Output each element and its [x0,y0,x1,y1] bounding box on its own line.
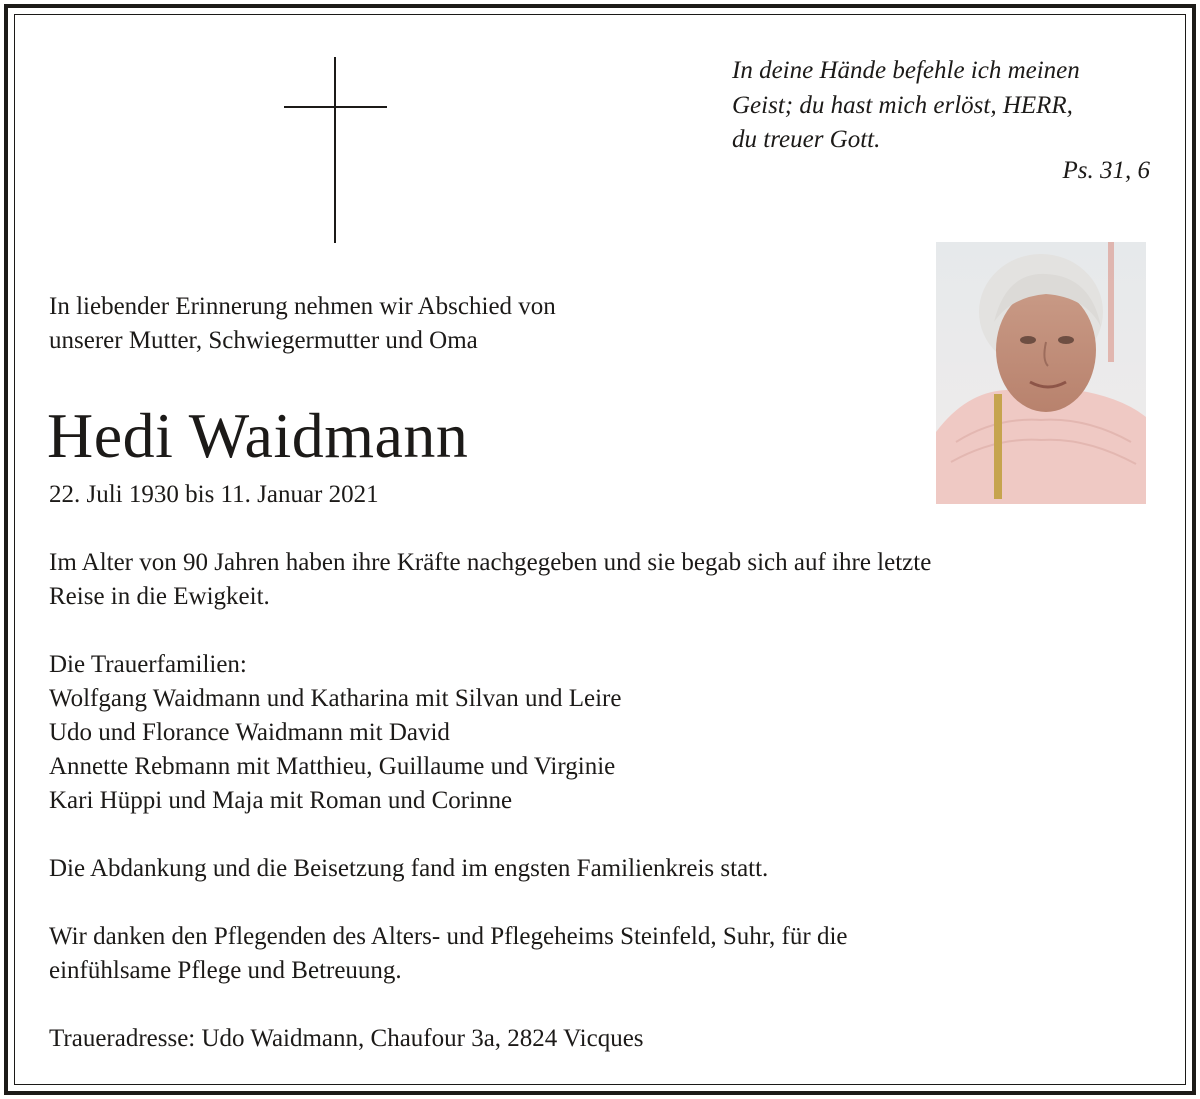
bible-verse [732,54,1162,158]
cross-vertical-bar [334,57,336,243]
portrait-photo [936,242,1146,504]
family-member: Kari Hüppi und Maja mit Roman und Corinne [49,787,513,814]
cross-horizontal-bar [284,106,387,108]
verse-line: Geist; du hast mich erlöst, HERR, [732,91,1073,119]
mourning-address: Traueradresse: Udo Waidmann, Chaufour 3a, 2824 Vicques [49,1025,644,1052]
deceased-name: Hedi Waidmann [47,400,469,471]
thanks-line: Wir danken den Pflegenden des Alters- und Pflegeheims Steinfeld, Suhr, für die [49,923,848,950]
verse-line: In deine Hände befehle ich meinen [732,57,1080,84]
intro-line: In liebender Erinnerung nehmen wir Abschied von [49,293,556,320]
portrait-illustration [936,242,1146,504]
ceremony-notice: Die Abdankung und die Beisetzung fand im engsten Familienkreis statt. [49,855,769,882]
intro-line: unserer Mutter, Schwiegermutter und Oma [49,327,478,354]
family-member: Wolfgang Waidmann und Katharina mit Silvan und Leire [49,685,622,712]
verse-reference: Ps. 31, 6 [1062,157,1150,184]
age-line: Reise in die Ewigkeit. [49,583,270,610]
families-heading: Die Trauerfamilien: [49,651,247,678]
thanks-line: einfühlsame Pflege und Betreuung. [49,957,402,984]
intro-text [49,290,909,358]
age-line: Im Alter von 90 Jahren haben ihre Kräfte nachgegeben und sie begab sich auf ihre letzte [49,549,932,576]
life-dates: 22. Juli 1930 bis 11. Januar 2021 [49,481,379,508]
mourning-families [49,648,1049,818]
verse-line: du treuer Gott. [732,126,881,153]
age-text [49,546,1139,614]
family-member: Annette Rebmann mit Matthieu, Guillaume und Virginie [49,753,616,780]
family-member: Udo und Florance Waidmann mit David [49,719,450,746]
thanks-text [49,920,1049,988]
